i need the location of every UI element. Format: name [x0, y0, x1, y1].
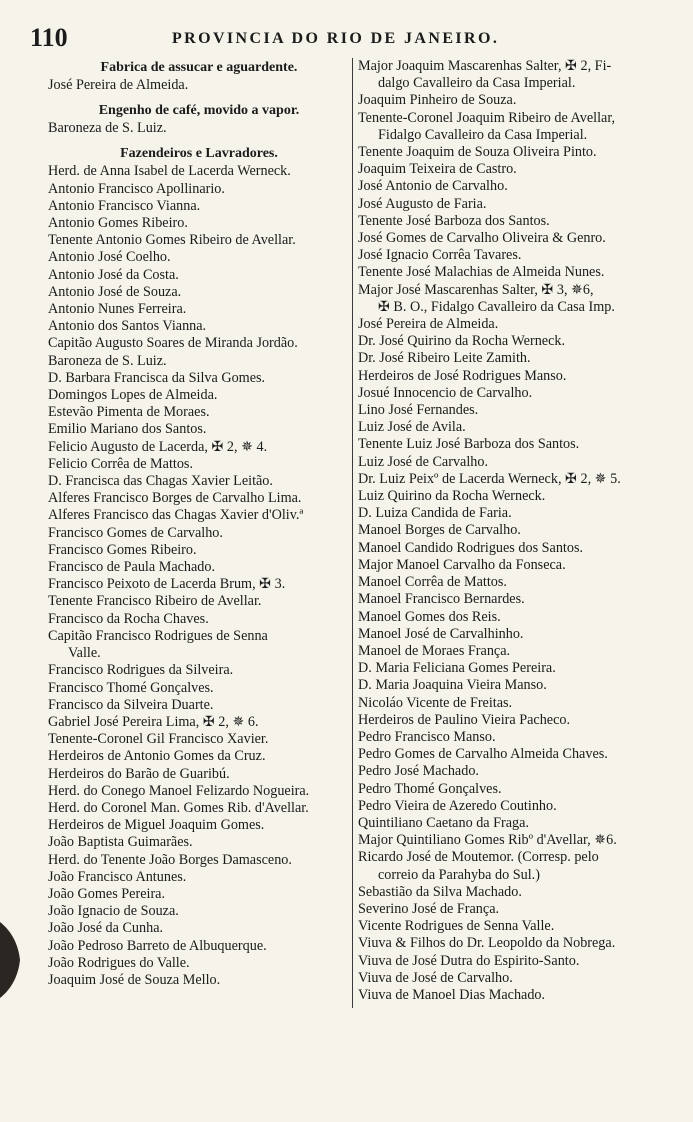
list-item: D. Francisca das Chagas Xavier Leitão.	[48, 473, 273, 490]
list-item: João Ignacio de Souza.	[48, 903, 179, 920]
list-item: Felicio Augusto de Lacerda, ✠ 2, ✵ 4.	[48, 438, 268, 455]
list-item: Francisco de Paula Machado.	[48, 559, 216, 576]
list-item: Dr. José Quirino da Rocha Werneck.	[358, 333, 566, 350]
list-item: Felicio Corrêa de Mattos.	[48, 455, 193, 472]
list-item: Antonio dos Santos Vianna.	[48, 318, 207, 335]
list-item: ✠ B. O., Fidalgo Cavalleiro da Casa Imp.	[378, 298, 615, 315]
list-item: Herd. do Conego Manoel Felizardo Nogueira.	[48, 782, 310, 799]
running-title: PROVINCIA DO RIO DE JANEIRO.	[172, 30, 500, 47]
list-item: João Pedroso Barreto de Albuquerque.	[48, 937, 267, 954]
list-item: Quintiliano Caetano da Fraga.	[358, 814, 529, 831]
left-column	[48, 58, 350, 989]
list-item: D. Barbara Francisca da Silva Gomes.	[48, 369, 266, 386]
list-item: Dr. José Ribeiro Leite Zamith.	[358, 350, 531, 367]
list-item: Francisco Thomé Gonçalves.	[48, 679, 214, 696]
list-item: Manoel Gomes dos Reis.	[358, 608, 501, 625]
list-item: Tenente José Malachias de Almeida Nunes.	[358, 264, 605, 281]
list-item: José Antonio de Carvalho.	[358, 178, 508, 195]
list-item: dalgo Cavalleiro da Casa Imperial.	[378, 75, 576, 92]
page-edge-stain	[0, 922, 22, 998]
list-item: Major Quintiliano Gomes Ribº d'Avellar, ✵6.	[358, 832, 617, 849]
list-item: Francisco Gomes Ribeiro.	[48, 541, 197, 558]
list-item: Francisco Peixoto de Lacerda Brum, ✠ 3.	[48, 576, 286, 593]
list-item: Herdeiros de Paulino Vieira Pacheco.	[358, 711, 571, 728]
farmers-list-right	[358, 58, 668, 1004]
list-item: Francisco Rodrigues da Silveira.	[48, 662, 234, 679]
list-item: Antonio Nunes Ferreira.	[48, 301, 187, 318]
list-item: Francisco da Silveira Duarte.	[48, 696, 214, 713]
list-item: João Gomes Pereira.	[48, 885, 166, 902]
list-item: Antonio Francisco Apollinario.	[48, 180, 225, 197]
list-item: Ricardo José de Moutemor. (Corresp. pelo	[358, 849, 599, 866]
list-item: D. Luiza Candida de Faria.	[358, 505, 512, 522]
list-item: João José da Cunha.	[48, 920, 164, 937]
list-item: José Pereira de Almeida.	[358, 316, 499, 333]
list-item: Fidalgo Cavalleiro da Casa Imperial.	[378, 126, 588, 143]
list-item: Herd. do Coronel Man. Gomes Rib. d'Avellar.	[48, 799, 309, 816]
list-item: João Francisco Antunes.	[48, 868, 187, 885]
list-item: João Baptista Guimarães.	[48, 834, 193, 851]
list-item: Pedro Francisco Manso.	[358, 728, 496, 745]
section-title-farmers: Fazendeiros e Lavradores.	[120, 146, 278, 162]
list-item: Tenente Joaquim de Souza Oliveira Pinto.	[358, 144, 597, 161]
list-item: Manoel Corrêa de Mattos.	[358, 574, 507, 591]
farmers-list-left	[48, 163, 350, 989]
list-item: Antonio José Coelho.	[48, 249, 171, 266]
list-item: Estevão Pimenta de Moraes.	[48, 404, 210, 421]
page-header	[30, 24, 675, 52]
list-item: Major Joaquim Mascarenhas Salter, ✠ 2, Fi-	[358, 58, 612, 74]
list-item: Tenente-Coronel Gil Francisco Xavier.	[48, 731, 269, 748]
list-item: Joaquim José de Souza Mello.	[48, 971, 221, 988]
list-item: Pedro Vieira de Azeredo Coutinho.	[358, 797, 557, 814]
section-title-coffee-mill: Engenho de café, movido a vapor.	[98, 103, 300, 119]
column-divider	[352, 58, 353, 1008]
list-item: Joaquim Pinheiro de Souza.	[358, 92, 517, 109]
list-item: José Augusto de Faria.	[358, 195, 487, 212]
list-item: Herdeiros de Antonio Gomes da Cruz.	[48, 748, 266, 765]
list-item: Valle.	[68, 645, 101, 662]
list-item: Major Manoel Carvalho da Fonseca.	[358, 556, 566, 573]
list-item: Dr. Luiz Peixº de Lacerda Werneck, ✠ 2, ✵ 5.	[358, 470, 621, 487]
right-column	[358, 58, 668, 1004]
list-item: D. Maria Feliciana Gomes Pereira.	[358, 660, 556, 677]
list-item: João Rodrigues do Valle.	[48, 954, 190, 971]
list-item: Major José Mascarenhas Salter, ✠ 3, ✵6,	[358, 281, 594, 298]
list-item: José Ignacio Corrêa Tavares.	[358, 247, 522, 264]
list-item: Herdeiros de Miguel Joaquim Gomes.	[48, 817, 265, 834]
list-item: Antonio José de Souza.	[48, 283, 182, 300]
list-item: Alferes Francisco Borges de Carvalho Lima.	[48, 490, 302, 507]
list-item: Herdeiros do Barão de Guaribú.	[48, 765, 230, 782]
list-item: Antonio José da Costa.	[48, 266, 179, 283]
page-number: 110	[30, 23, 68, 52]
list-item: D. Maria Joaquina Vieira Manso.	[358, 677, 547, 694]
list-item: Manoel Borges de Carvalho.	[358, 522, 521, 539]
list-item: Severino José de França.	[358, 900, 500, 917]
list-item: Viuva de José de Carvalho.	[358, 969, 513, 986]
list-item: Viuva de José Dutra do Espirito-Santo.	[358, 952, 580, 969]
list-item: Lino José Fernandes.	[358, 402, 479, 419]
list-item: correio da Parahyba do Sul.)	[378, 866, 540, 883]
list-item: Alferes Francisco das Chagas Xavier d'Oliv.ª	[48, 507, 304, 524]
list-item: Antonio Gomes Ribeiro.	[48, 215, 188, 232]
list-item: Herd. de Anna Isabel de Lacerda Werneck.	[48, 163, 291, 180]
list-item: Pedro José Machado.	[358, 763, 479, 780]
list-item: Nicoláo Vicente de Freitas.	[358, 694, 513, 711]
list-item: Emilio Mariano dos Santos.	[48, 421, 207, 438]
list-item: Pedro Thomé Gonçalves.	[358, 780, 502, 797]
list-item: Tenente Antonio Gomes Ribeiro de Avellar.	[48, 232, 296, 249]
list-item: Luiz José de Avila.	[358, 419, 466, 436]
list-item: Herdeiros de José Rodrigues Manso.	[358, 367, 567, 384]
section-title-sugar-factory: Fabrica de assucar e aguardente.	[100, 60, 298, 75]
list-item: Domingos Lopes de Almeida.	[48, 387, 218, 404]
list-item: Tenente-Coronel Joaquim Ribeiro de Avellar,	[358, 109, 616, 126]
list-item: Baroneza de S. Luiz.	[48, 120, 167, 137]
list-item: Josué Innocencio de Carvalho.	[358, 384, 533, 401]
list-item: Manoel Candido Rodrigues dos Santos.	[358, 539, 584, 556]
list-item: José Pereira de Almeida.	[48, 77, 189, 93]
list-item: Luiz Quirino da Rocha Werneck.	[358, 488, 546, 505]
list-item: Vicente Rodrigues de Senna Valle.	[358, 918, 555, 935]
list-item: Pedro Gomes de Carvalho Almeida Chaves.	[358, 746, 608, 763]
list-item: Gabriel José Pereira Lima, ✠ 2, ✵ 6.	[48, 713, 259, 730]
list-item: Tenente José Barboza dos Santos.	[358, 212, 550, 229]
list-item: Francisco Gomes de Carvalho.	[48, 524, 223, 541]
list-item: Herd. do Tenente João Borges Damasceno.	[48, 851, 292, 868]
list-item: Sebastião da Silva Machado.	[358, 883, 522, 900]
list-item: Viuva & Filhos do Dr. Leopoldo da Nobrega.	[358, 935, 616, 952]
list-item: Joaquim Teixeira de Castro.	[358, 161, 517, 178]
list-item: Tenente Francisco Ribeiro de Avellar.	[48, 593, 262, 610]
list-item: Luiz José de Carvalho.	[358, 453, 489, 470]
list-item: Manoel de Moraes França.	[358, 642, 511, 659]
list-item: Manoel José de Carvalhinho.	[358, 625, 524, 642]
list-item: Baroneza de S. Luiz.	[48, 352, 167, 369]
list-item: Manoel Francisco Bernardes.	[358, 591, 525, 608]
list-item: Capitão Augusto Soares de Miranda Jordão.	[48, 335, 298, 352]
list-item: Francisco da Rocha Chaves.	[48, 610, 209, 627]
list-item: Antonio Francisco Vianna.	[48, 197, 201, 214]
list-item: Tenente Luiz José Barboza dos Santos.	[358, 436, 580, 453]
list-item: Capitão Francisco Rodrigues de Senna	[48, 627, 268, 644]
list-item: Viuva de Manoel Dias Machado.	[358, 986, 546, 1003]
list-item: José Gomes de Carvalho Oliveira & Genro.	[358, 230, 606, 247]
